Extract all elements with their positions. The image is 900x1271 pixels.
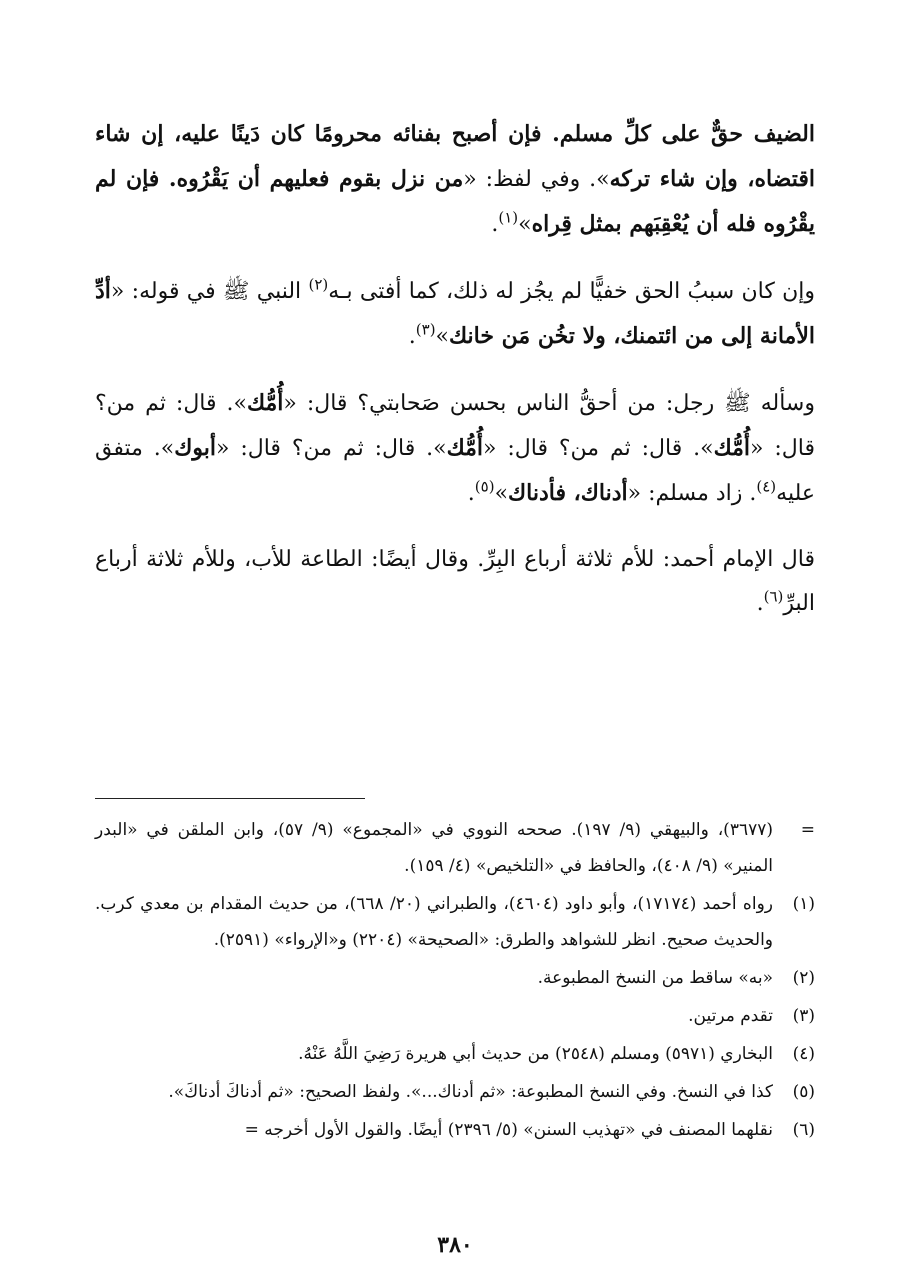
footnote-number: = xyxy=(800,820,815,840)
footnote-text: رواه أحمد (١٧١٧٤)، وأبو داود (٤٦٠٤)، والطبراني (٢٠/ ٦٦٨)، من حديث المقدام بن معدي كرب. والحديث صحيح. انظر للشواهد والطرق: «الصحيحة» (٢٢٠٤) و«الإرواء» (٢٥٩١). xyxy=(95,894,773,950)
full-stop: . xyxy=(491,212,499,237)
footnote-item xyxy=(95,812,815,884)
footnote-ref: (١) xyxy=(498,208,519,227)
footnote-divider xyxy=(95,798,365,799)
footnote-number: (١) xyxy=(792,894,815,914)
hadith-text: الضيف حقٌّ على كلِّ مسلم. فإن أصبح بفنائه محرومًا كان دَينًا عليه، إن شاء اقتضاه، وإن شاء تركه xyxy=(95,121,816,192)
paragraph-mother xyxy=(95,381,815,516)
body-text: ». قال: ثم من؟ قال: « xyxy=(483,436,714,461)
body-text: ». قال: ثم من؟ قال: « xyxy=(95,391,815,461)
full-stop: . xyxy=(467,481,475,506)
footnote-ref: (٤) xyxy=(756,477,777,496)
paragraph-ahmad xyxy=(95,538,815,626)
paragraph-trust xyxy=(95,269,815,359)
hadith-text: من نزل بقوم فعليهم أن يَقْرُوه. فإن لم يقْرُوه فله أن يُعْقِبَهم بمثل قِراه xyxy=(95,166,815,237)
hadith-text: أُمُّك xyxy=(446,435,483,461)
footnote-ref: (٥) xyxy=(474,477,495,496)
footnote-item xyxy=(95,1074,815,1110)
footnote-item xyxy=(95,1036,815,1072)
body-text: قال الإمام أحمد: للأم ثلاثة أرباع البِرِّ. وقال أيضًا: الطاعة للأب، وللأم ثلاثة أرباع البرِّ xyxy=(95,547,815,616)
footnote-text: نقلهما المصنف في «تهذيب السنن» (٥/ ٢٣٩٦) أيضًا. والقول الأول أخرجه = xyxy=(244,1120,773,1140)
body-text: وسأله ﷺ رجل: من أحقُّ الناس بحسن صَحابتي؟ قال: « xyxy=(283,391,815,416)
footnotes xyxy=(95,812,815,1150)
full-stop: . xyxy=(756,591,764,616)
hadith-text: أبوك xyxy=(174,435,216,461)
body-text: وإن كان سببُ الحق خفيًّا لم يجُز له ذلك، كما أفتى بـه xyxy=(328,279,815,304)
footnote-item xyxy=(95,998,815,1034)
footnote-item xyxy=(95,886,815,958)
body-text: . زاد مسلم: « xyxy=(627,481,757,506)
footnote-text: كذا في النسخ. وفي النسخ المطبوعة: «ثم أدناك...». ولفظ الصحيح: «ثم أدناكَ أدناكَ». xyxy=(168,1082,773,1102)
hadith-text: أُمُّك xyxy=(713,435,751,461)
page-content xyxy=(95,112,816,1258)
paragraph-hospitality xyxy=(95,112,815,247)
narration-text: ». وفي لفظ: « xyxy=(463,167,610,192)
footnote-item xyxy=(95,1112,815,1148)
hadith-text: أدِّ الأمانة إلى من ائتمنك، ولا تخُن مَن خانك xyxy=(95,278,815,349)
footnote-ref: (٣) xyxy=(415,320,436,339)
quote-mark: » xyxy=(518,212,532,237)
footnote-text: البخاري (٥٩٧١) ومسلم (٢٥٤٨) من حديث أبي هريرة رَضِيَ اللَّهُ عَنْهُ. xyxy=(298,1044,773,1064)
footnote-number: (٣) xyxy=(792,1006,815,1026)
quote-mark: » xyxy=(494,481,509,506)
footnote-ref: (٦) xyxy=(763,587,784,606)
page-number: ٣٨٠ xyxy=(437,1232,473,1258)
footnote-number: (٥) xyxy=(792,1082,815,1102)
quote-mark: » xyxy=(435,324,450,349)
hadith-text: أُمُّك xyxy=(246,390,284,416)
footnote-text: «به» ساقط من النسخ المطبوعة. xyxy=(537,968,773,988)
footnote-text: (٣٦٧٧)، والبيهقي (٩/ ١٩٧). صححه النووي في «المجموع» (٩/ ٥٧)، وابن الملقن في «البدر المنير» (٩/ ٤٠٨)، والحافظ في «التلخيص» (٤/ ١٥٩). xyxy=(95,820,773,876)
hadith-text: أدناك، فأدناك xyxy=(508,480,628,506)
body-text: النبي ﷺ في قوله: « xyxy=(110,279,309,304)
footnote-text: تقدم مرتين. xyxy=(688,1006,773,1026)
footnote-number: (٤) xyxy=(792,1044,815,1064)
footnote-item xyxy=(95,960,815,996)
full-stop: . xyxy=(408,324,416,349)
body-text: ». متفق عليه xyxy=(95,436,815,506)
footnote-ref: (٢) xyxy=(308,275,329,294)
footnote-number: (٢) xyxy=(792,968,815,988)
footnote-number: (٦) xyxy=(792,1120,815,1140)
body-text: ». قال: ثم من؟ قال: « xyxy=(215,436,447,461)
